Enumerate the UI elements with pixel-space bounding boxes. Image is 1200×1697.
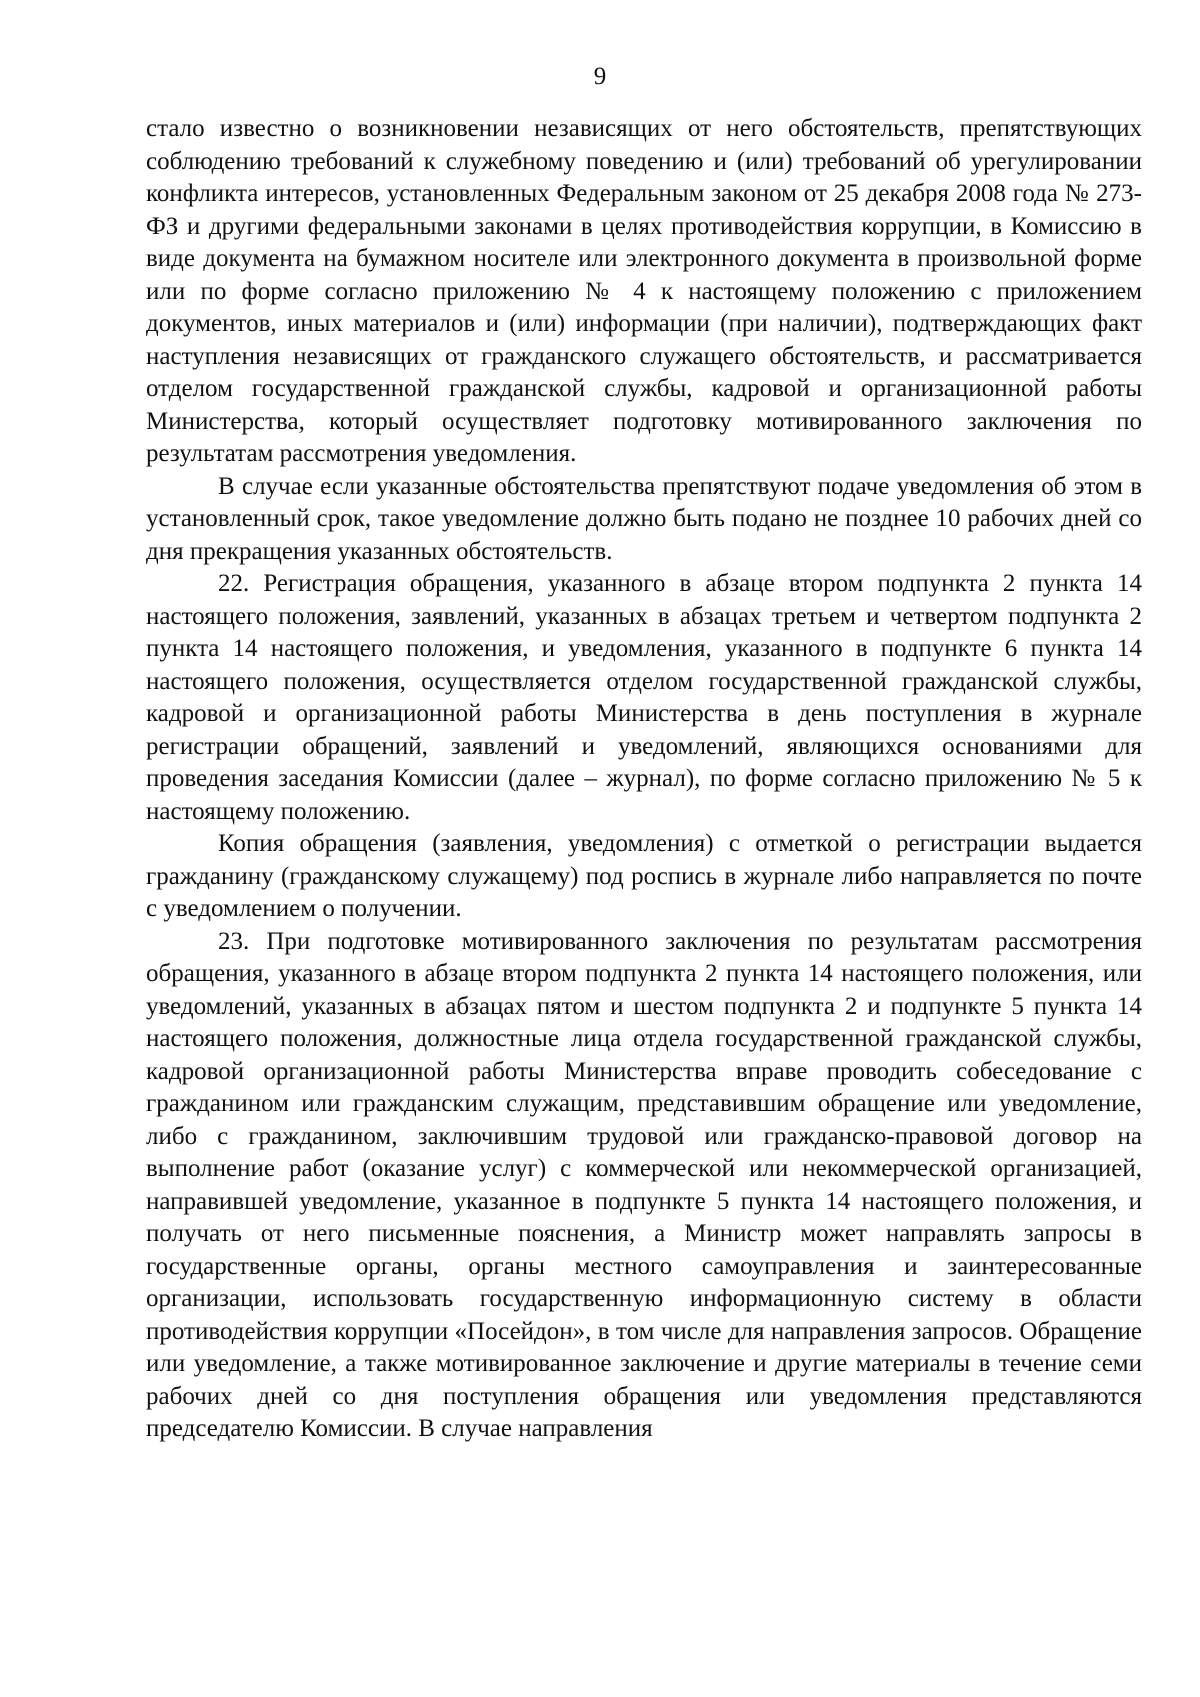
paragraph-copy-issuance: Копия обращения (заявления, уведомления) с отметкой о регистрации выдается гражданину (гражданскому служащему) под роспись в журнале либо направляется по почте с уведомлением о получении.	[146, 830, 1142, 922]
paragraph-continuation: стало известно о возникновении независящих от него обстоятельств, препятствующих соблюдению требований к служебному поведению и (или) требований об урегулировании конфликта интересов, установленных Федеральным законом от 25 декабря 2008 года № 273-ФЗ и другими федеральными законами в целях противодействия коррупции, в Комиссию в виде документа на бумажном носителе или электронного документа в произвольной форме или по форме согласно приложению № 4 к настоящему положению с приложением документов, иных материалов и (или) информации (при наличии), подтверждающих факт наступления независящих от гражданского служащего обстоятельств, и рассматривается отделом государственной гражданской службы, кадровой и организационной работы Министерства, который осуществляет подготовку мотивированного заключения по результатам рассмотрения уведомления.	[146, 115, 1142, 467]
body-text	[146, 113, 1142, 1446]
page-number: 9	[593, 63, 607, 90]
paragraph-item-22: 22. Регистрация обращения, указанного в абзаце втором подпункта 2 пункта 14 настоящего положения, заявлений, указанных в абзацах третьем и четвертом подпункта 2 пункта 14 настоящего положения, и уведомления, указанного в подпункте 6 пункта 14 настоящего положения, осуществляется отделом государственной гражданской службы, кадровой и организационной работы Министерства в день поступления в журнале регистрации обращений, заявлений и уведомлений, являющихся основаниями для проведения заседания Комиссии (далее – журнал), по форме согласно приложению № 5 к настоящему положению.	[146, 570, 1142, 825]
paragraph-item-23: 23. При подготовке мотивированного заключения по результатам рассмотрения обращения, указанного в абзаце втором подпункта 2 пункта 14 настоящего положения, или уведомлений, указанных в абзацах пятом и шестом подпункта 2 и подпункте 5 пункта 14 настоящего положения, должностные лица отдела государственной гражданской службы, кадровой организационной работы Министерства вправе проводить собеседование с гражданином или гражданским служащим, представившим обращение или уведомление, либо с гражданином, заключившим трудовой или гражданско-правовой договор на выполнение работ (оказание услуг) с коммерческой или некоммерческой организацией, направившей уведомление, указанное в подпункте 5 пункта 14 настоящего положения, и получать от него письменные пояснения, а Министр может направлять запросы в государственные органы, органы местного самоуправления и заинтересованные организации, использовать государственную информационную систему в области противодействия коррупции «Посейдон», в том числе для направления запросов. Обращение или уведомление, а также мотивированное заключение и другие материалы в течение семи рабочих дней со дня поступления обращения или уведомления представляются председателю Комиссии. В случае направления	[146, 927, 1142, 1442]
paragraph-late-notice: В случае если указанные обстоятельства препятствуют подаче уведомления об этом в установленный срок, такое уведомление должно быть подано не позднее 10 рабочих дней со дня прекращения указанных обстоятельств.	[146, 472, 1142, 565]
